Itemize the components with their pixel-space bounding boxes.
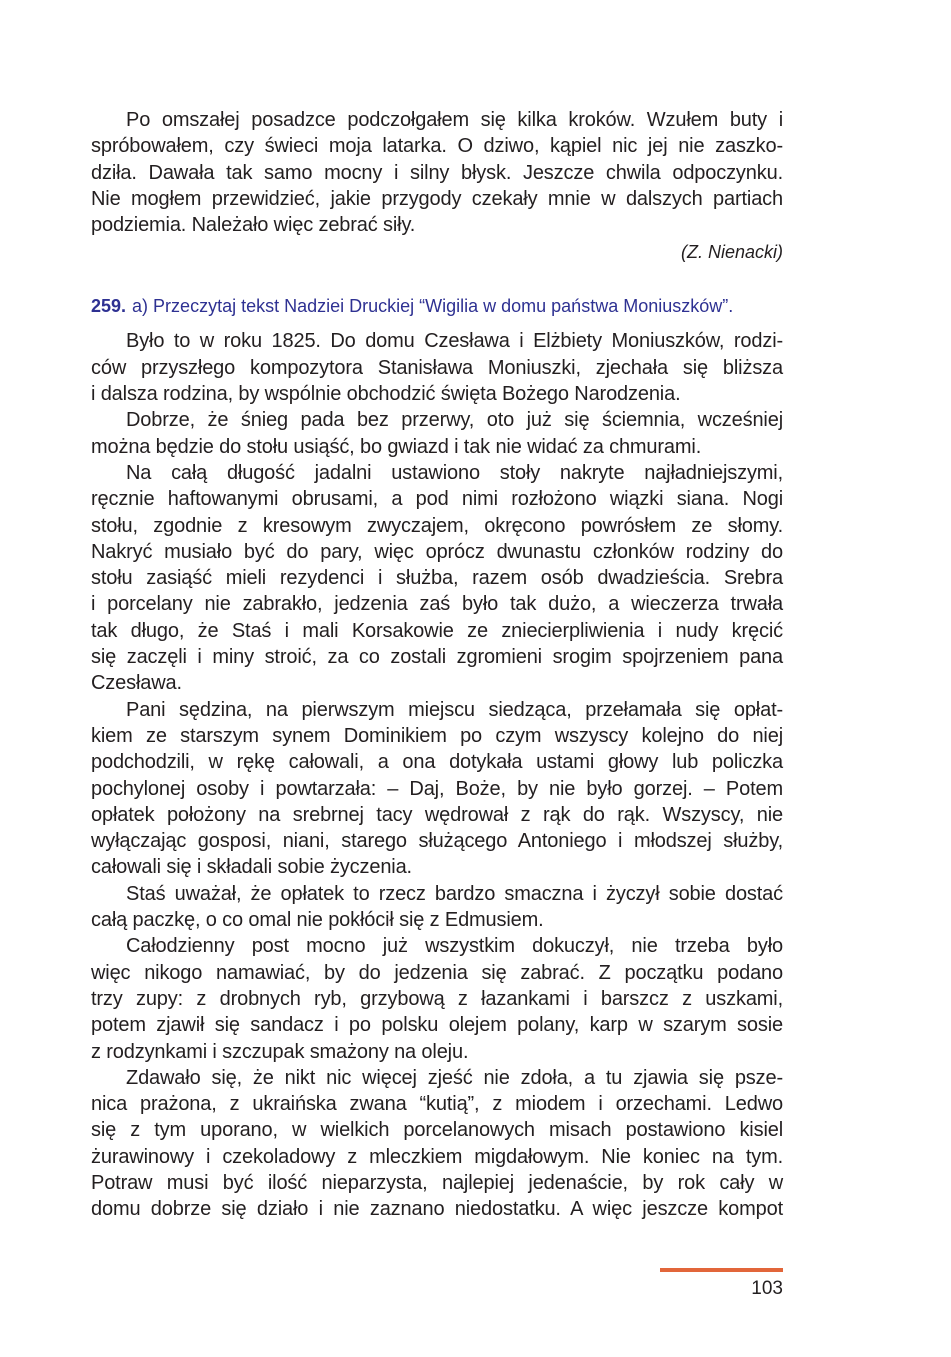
- text-line: Potraw musi być ilość nieparzysta, najlepiej jedenaście, by rok cały w: [91, 1171, 783, 1194]
- exercise-instruction: a) Przeczytaj tekst Nadziei Druckiej “Wigilia w domu państwa Moniuszków”.: [132, 296, 734, 317]
- text-line: i porcelany nie zabrakło, jedzenia zaś było tak dużo, a wieczerza trwała: [91, 593, 783, 616]
- text-line: Staś uważał, że opłatek to rzecz bardzo smaczna i życzył sobie dostać: [126, 882, 783, 905]
- text-line: opłatek położony na srebrnej tacy wędrował z rąk do rąk. Wszyscy, nie: [91, 803, 783, 826]
- text-line: ręcznie haftowanymi obrusami, a pod nimi rozłożono wiązki siana. Nogi: [91, 488, 783, 511]
- story-text: [91, 328, 783, 1222]
- text-line: Nie mogłem przewidzieć, jakie przygody czekały mnie w dalszych partiach: [91, 187, 783, 210]
- text-line: Dobrze, że śnieg pada bez przerwy, oto już się ściemnia, wcześniej: [126, 409, 783, 432]
- exercise-heading: [91, 294, 783, 318]
- text-line: się zaczęli i miny stroić, za co zostali zgromieni srogim spojrzeniem pana: [91, 646, 783, 669]
- text-line: nica prażona, z ukraińska zwana “kutią”, z miodem i orzechami. Ledwo: [91, 1093, 783, 1116]
- text-line: stołu, zgodnie z kresowym zwyczajem, okręcono powrósłem ze słomy.: [91, 514, 783, 537]
- text-line: potem zjawił się sandacz i po polsku olejem polany, karp w szarym sosie: [91, 1014, 783, 1037]
- text-line: Po omszałej posadzce podczołgałem się kilka kroków. Wzułem buty i: [126, 109, 783, 131]
- text-line: żurawinowy i czekoladowy z mleczkiem migdałowym. Nie koniec na tym.: [91, 1145, 783, 1168]
- text-line: dziła. Dawała tak samo mocny i silny błysk. Jeszcze chwila odpoczynku.: [91, 161, 783, 184]
- text-line: podchodzili, w rękę całowali, a ona dotykała ustami głowy lub policzka: [91, 751, 783, 774]
- text-line: i dalsza rodzina, by wspólnie obchodzić święta Bożego Narodzenia.: [91, 383, 681, 406]
- text-line: całowali się i składali sobie życzenia.: [91, 856, 412, 879]
- text-line: Było to w roku 1825. Do domu Czesława i Elżbiety Moniuszków, rodzi-: [126, 330, 783, 353]
- text-line: całą paczkę, o co omal nie pokłócił się z Edmusiem.: [91, 909, 544, 932]
- page-body: [91, 107, 783, 1223]
- text-line: tak długo, że Staś i mali Korsakowie ze zniecierpliwienia i nudy kręcić: [91, 619, 783, 642]
- text-line: wyłączając gosposi, niani, starego służącego Antoniego i młodszej służby,: [91, 830, 783, 853]
- text-line: trzy zupy: z drobnych ryb, grzybową z łazankami i barszcz z uszkami,: [91, 987, 783, 1010]
- text-line: stołu zasiąść mieli rezydenci i służba, razem osób dwadzieścia. Srebra: [91, 567, 783, 590]
- text-line: pochylonej osoby i powtarzała: – Daj, Boże, by nie było gorzej. – Potem: [91, 777, 783, 800]
- text-line: więc nikogo namawiać, by do jedzenia się zabrać. Z początku podano: [91, 961, 783, 984]
- text-line: Nakryć musiało być do pary, więc oprócz dwunastu członków rodziny do: [91, 540, 783, 563]
- text-line: Zdawało się, że nikt nic więcej zjeść nie zdoła, a tu zjawia się psze-: [126, 1066, 783, 1089]
- intro-paragraph: [91, 107, 783, 238]
- text-line: spróbowałem, czy świeci moja latarka. O dziwo, kąpiel nic jej nie zaszko-: [91, 135, 783, 158]
- text-line: domu dobrze się działo i nie zaznano niedostatku. A więc jeszcze kompot: [91, 1198, 783, 1221]
- quote-attribution: (Z. Nienacki): [680, 242, 783, 263]
- text-line: Czesława.: [91, 672, 182, 695]
- text-line: podziemia. Należało więc zebrać siły.: [91, 214, 416, 237]
- text-line: z rodzynkami i szczupak smażony na oleju.: [91, 1040, 469, 1063]
- text-line: ców przyszłego kompozytora Stanisława Moniuszki, zjechała się bliższa: [91, 356, 783, 379]
- text-line: Pani sędzina, na pierwszym miejscu siedząca, przełamała się opłat-: [126, 698, 783, 721]
- exercise-number: 259.: [91, 296, 127, 317]
- text-line: się z tym uporano, w wielkich porcelanowych misach postawiono kisiel: [91, 1119, 783, 1142]
- text-line: Całodzienny post mocno już wszystkim dokuczył, nie trzeba było: [126, 935, 783, 958]
- text-line: Na całą długość jadalni ustawiono stoły nakryte najładniejszymi,: [126, 461, 783, 484]
- text-line: można będzie do stołu usiąść, bo gwiazd i tak nie widać za chmurami.: [91, 435, 702, 458]
- footer-accent-rule: [660, 1268, 783, 1272]
- text-line: kiem ze starszym synem Dominikiem po czym wszyscy kolejno do niej: [91, 724, 783, 747]
- page-number: 103: [751, 1278, 783, 1299]
